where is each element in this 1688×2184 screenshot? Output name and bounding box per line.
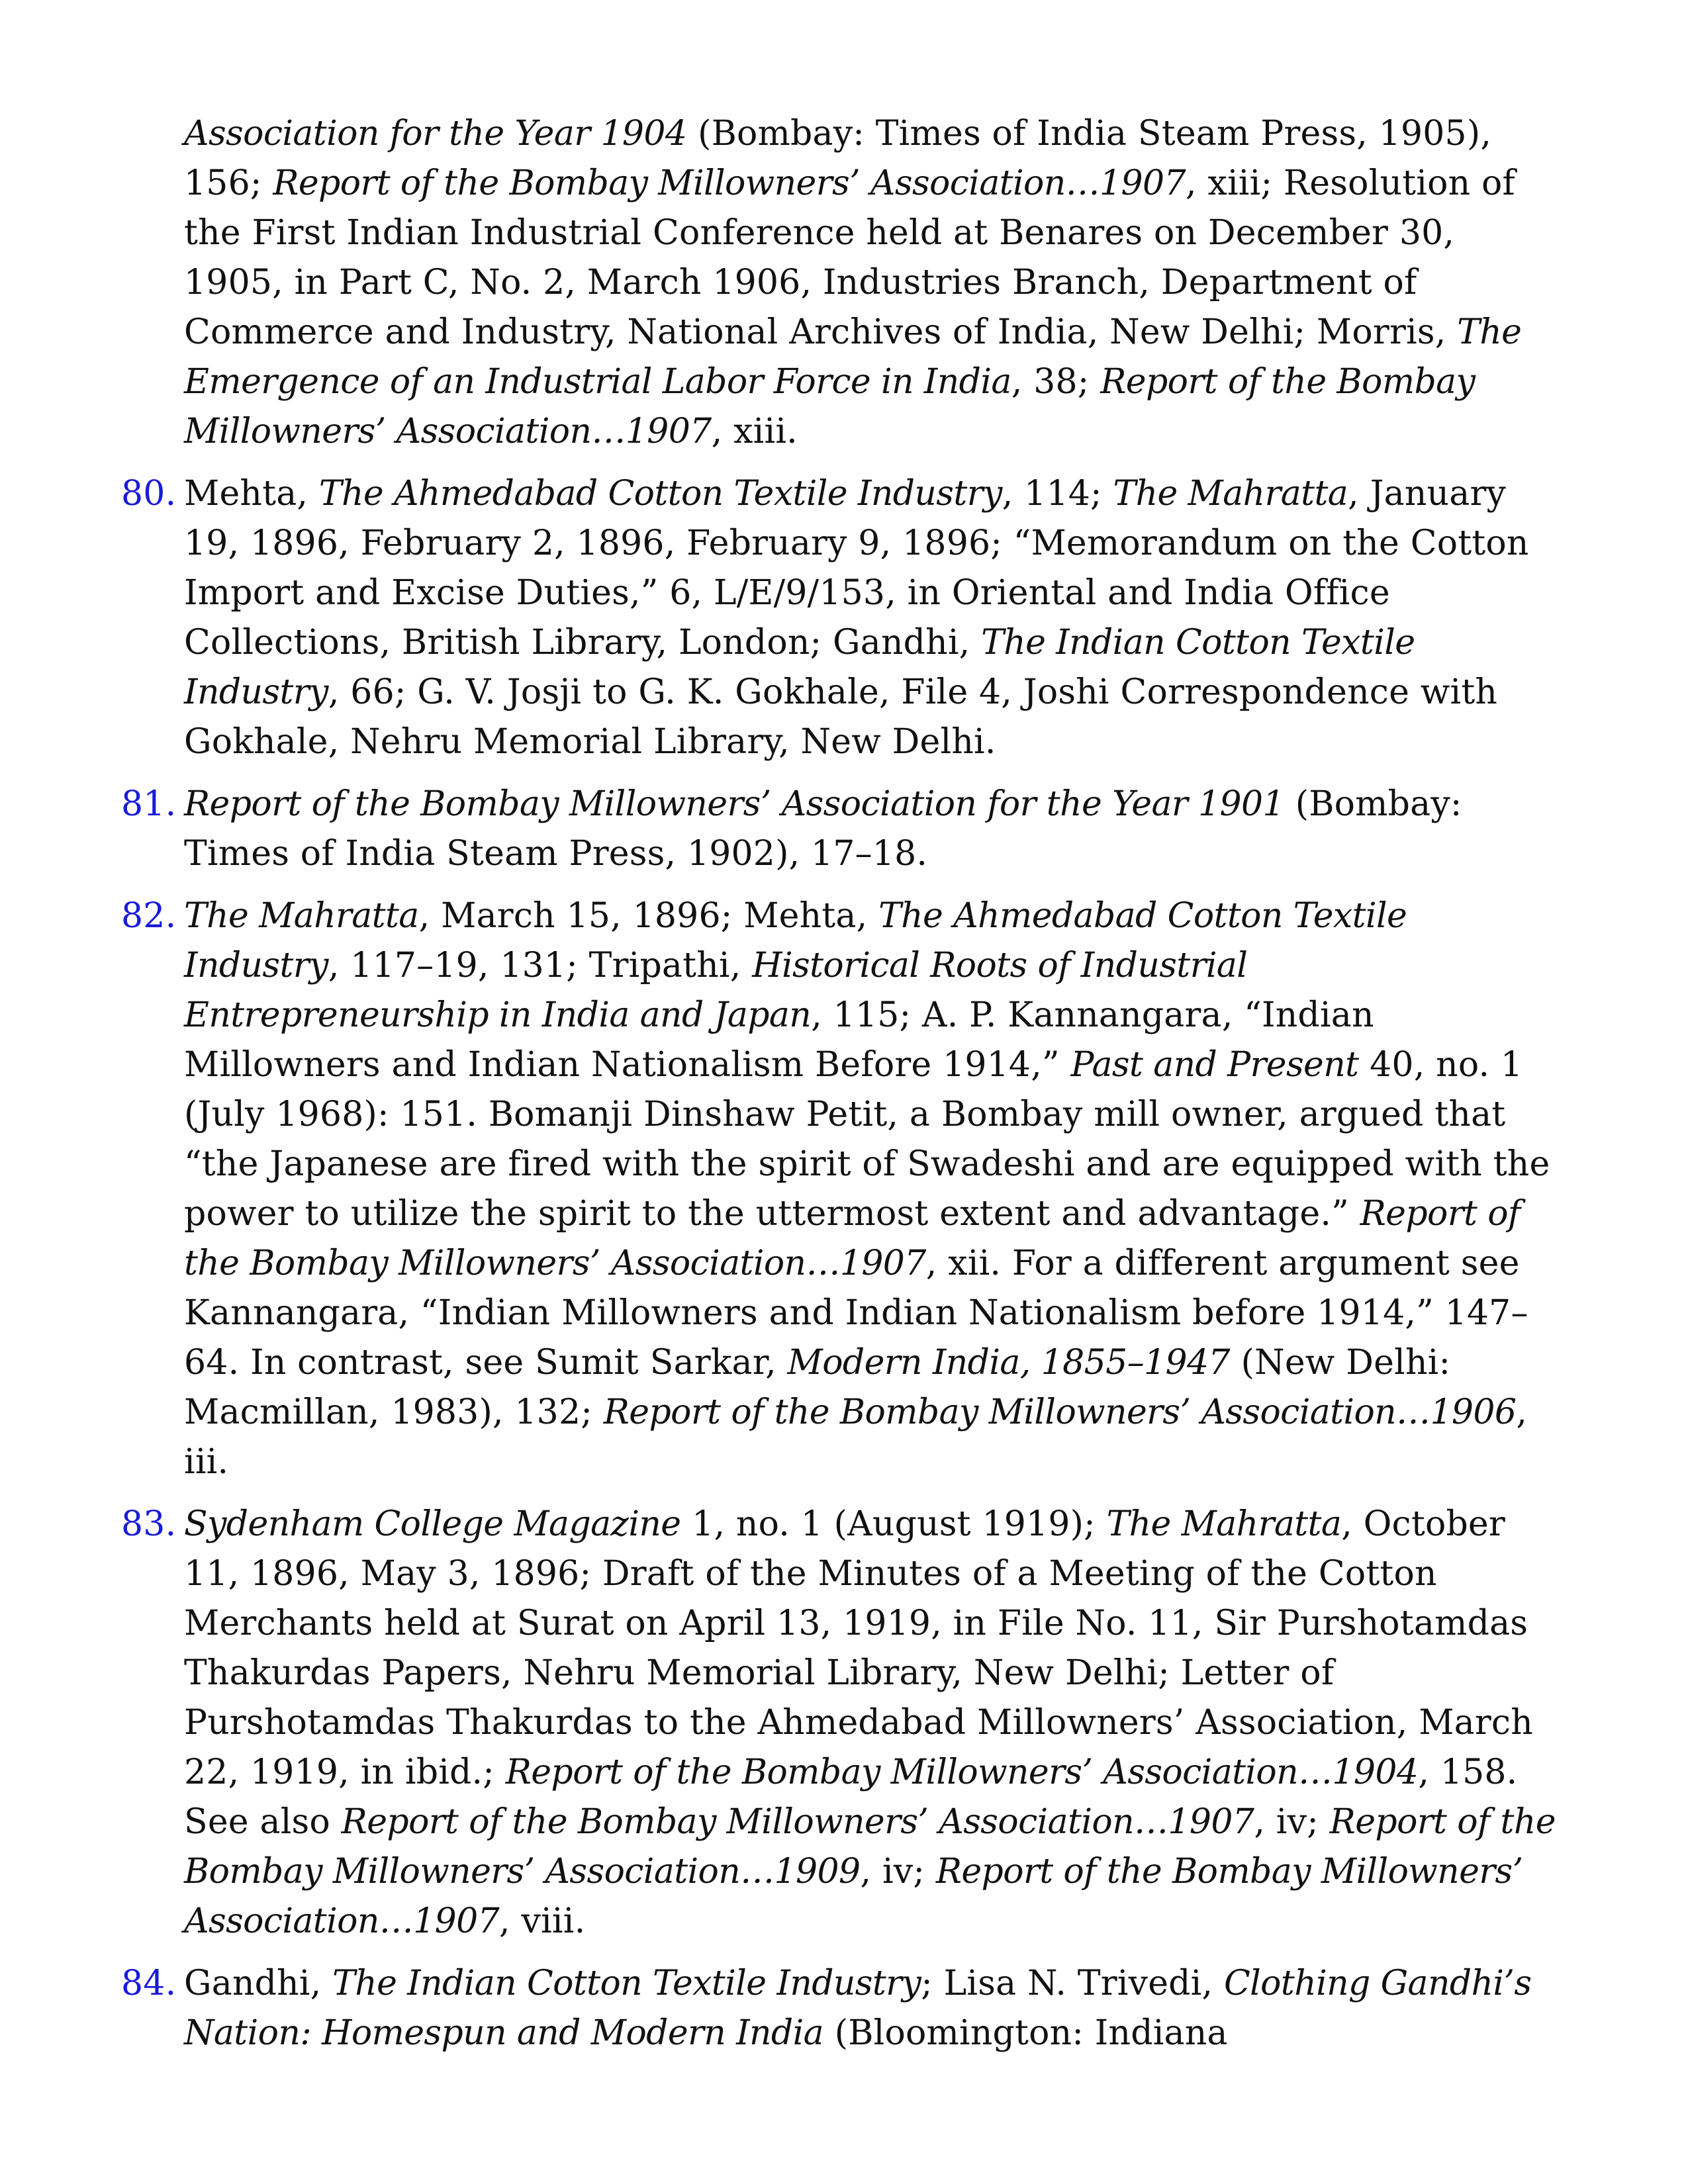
endnote: [121, 1959, 1561, 2058]
citation-text: (Bombay: Times of India Steam Press, 1902), 17–18.: [184, 784, 1462, 874]
citation-text: (New Delhi: Macmillan, 1983), 132;: [184, 1343, 1451, 1432]
italic-title: The Ahmedabad Cotton Textile Industry: [318, 474, 1002, 514]
italic-title: Modern India, 1855–1947: [787, 1343, 1230, 1383]
endnote-text: [184, 114, 1521, 451]
citation-text: ; Lisa N. Trivedi,: [921, 1964, 1224, 2003]
citation-text: , 158. See also: [184, 1752, 1518, 1842]
italic-title: Historical Roots of Industrial Entrepreneurship in India and Japan: [184, 946, 1248, 1035]
italic-title: Sydenham College Magazine: [184, 1504, 681, 1544]
citation-text: , 38;: [1011, 362, 1101, 402]
italic-title: The Mahratta: [1113, 474, 1348, 514]
italic-title: Report of the Bombay Millowners’ Association…1907: [184, 1194, 1521, 1283]
citation-text: , 66; G. V. Josji to G. K. Gokhale, File 4, Joshi Correspondence with Gokhale, Nehru Memorial Library, New Delhi.: [184, 672, 1498, 762]
citation-text: , iii.: [184, 1392, 1528, 1482]
citation-text: , March 15, 1896; Mehta,: [418, 896, 879, 936]
citation-text: , 114;: [1002, 474, 1113, 514]
endnotes-list: [121, 109, 1561, 2071]
citation-text: 40, no. 1 (July 1968): 151. Bomanji Dinshaw Petit, a Bombay mill owner, argued that “the Japanese are fired with the spirit of Swadeshi and are equipped with the power to utilize the spirit to the uttermost extent and advantage.”: [184, 1045, 1550, 1234]
endnote-number-link[interactable]: 82.: [121, 896, 177, 936]
italic-title: Report of the Bombay Millowners’ Association…1907: [273, 163, 1186, 203]
citation-text: , October 11, 1896, May 3, 1896; Draft of the Minutes of a Meeting of the Cotton Merchants held at Surat on April 13, 1919, in File No. 11, Sir Purshotamdas Thakurdas Papers, Nehru Memorial Library, New Delhi; Letter of Purshotamdas Thakurdas to the Ahmedabad Millowners’ Association, March 22, 1919, in ibid.;: [184, 1504, 1533, 1792]
italic-title: Report of the Bombay Millowners’ Association…1907: [184, 362, 1476, 451]
citation-text: , xiii; Resolution of the First Indian Industrial Conference held at Benares on December 30, 1905, in Part C, No. 2, March 1906, Industries Branch, Department of Commerce and Industry, National Archives of India, New Delhi; Morris,: [184, 163, 1515, 352]
italic-title: Report of the Bombay Millowners’ Association…1907: [341, 1802, 1254, 1842]
italic-title: The Indian Cotton Textile Industry: [184, 623, 1415, 712]
italic-title: The Indian Cotton Textile Industry: [332, 1964, 921, 2003]
endnote: [121, 469, 1561, 767]
citation-text: Mehta,: [184, 474, 319, 514]
citation-text: , 115; A. P. Kannangara, “Indian Millowners and Indian Nationalism Before 1914,”: [184, 995, 1374, 1085]
italic-title: The Emergence of an Industrial Labor Force in India: [184, 312, 1522, 402]
endnote-number-link[interactable]: 81.: [121, 784, 177, 824]
endnote-text: [184, 1504, 1556, 1941]
endnote: [121, 780, 1561, 879]
citation-text: (Bloomington: Indiana: [823, 2013, 1228, 2053]
italic-title: The Mahratta: [1106, 1504, 1342, 1544]
endnote: [121, 1500, 1561, 1946]
endnote-text: [184, 896, 1550, 1482]
citation-text: , iv;: [1254, 1802, 1330, 1842]
citation-text: , 117–19, 131; Tripathi,: [328, 946, 753, 985]
italic-title: Report of the Bombay Millowners’ Association…1907: [184, 1852, 1523, 1941]
citation-text: 1, no. 1 (August 1919);: [680, 1504, 1107, 1544]
citation-text: (Bombay: Times of India Steam Press, 1905), 156;: [184, 114, 1492, 203]
endnote-number-link[interactable]: 80.: [121, 474, 177, 514]
citation-text: , xiii.: [711, 412, 798, 451]
italic-title: Clothing Gandhi’s Nation: Homespun and Modern India: [184, 1964, 1532, 2053]
citation-text: Gandhi,: [184, 1964, 333, 2003]
endnote-text: [184, 1964, 1531, 2053]
italic-title: Report of the Bombay Millowners’ Association…1909: [184, 1802, 1556, 1891]
italic-title: Past and Present: [1070, 1045, 1359, 1085]
endnote-number-link[interactable]: 84.: [121, 1964, 177, 2003]
endnote: [121, 891, 1561, 1487]
citation-text: , xii. For a different argument see Kannangara, “Indian Millowners and Indian Nationalism before 1914,” 147–64. In contrast, see Sumit Sarkar,: [184, 1244, 1528, 1383]
endnote-text: [184, 474, 1529, 762]
citation-text: , January 19, 1896, February 2, 1896, February 9, 1896; “Memorandum on the Cotton Import and Excise Duties,” 6, L/E/9/153, in Oriental and India Office Collections, British Library, London; Gandhi,: [184, 474, 1529, 662]
endnote-continued: [121, 109, 1561, 457]
italic-title: Report of the Bombay Millowners’ Association…1904: [505, 1752, 1419, 1792]
italic-title: The Ahmedabad Cotton Textile Industry: [184, 896, 1407, 985]
citation-text: , viii.: [499, 1901, 586, 1941]
citation-text: , iv;: [860, 1852, 936, 1891]
italic-title: The Mahratta: [184, 896, 419, 936]
italic-title: Association for the Year 1904: [184, 114, 687, 154]
italic-title: Report of the Bombay Millowners’ Association…1906: [603, 1392, 1517, 1432]
endnote-text: [184, 784, 1462, 874]
italic-title: Report of the Bombay Millowners’ Association for the Year 1901: [184, 784, 1284, 824]
endnote-number-link[interactable]: 83.: [121, 1504, 177, 1544]
